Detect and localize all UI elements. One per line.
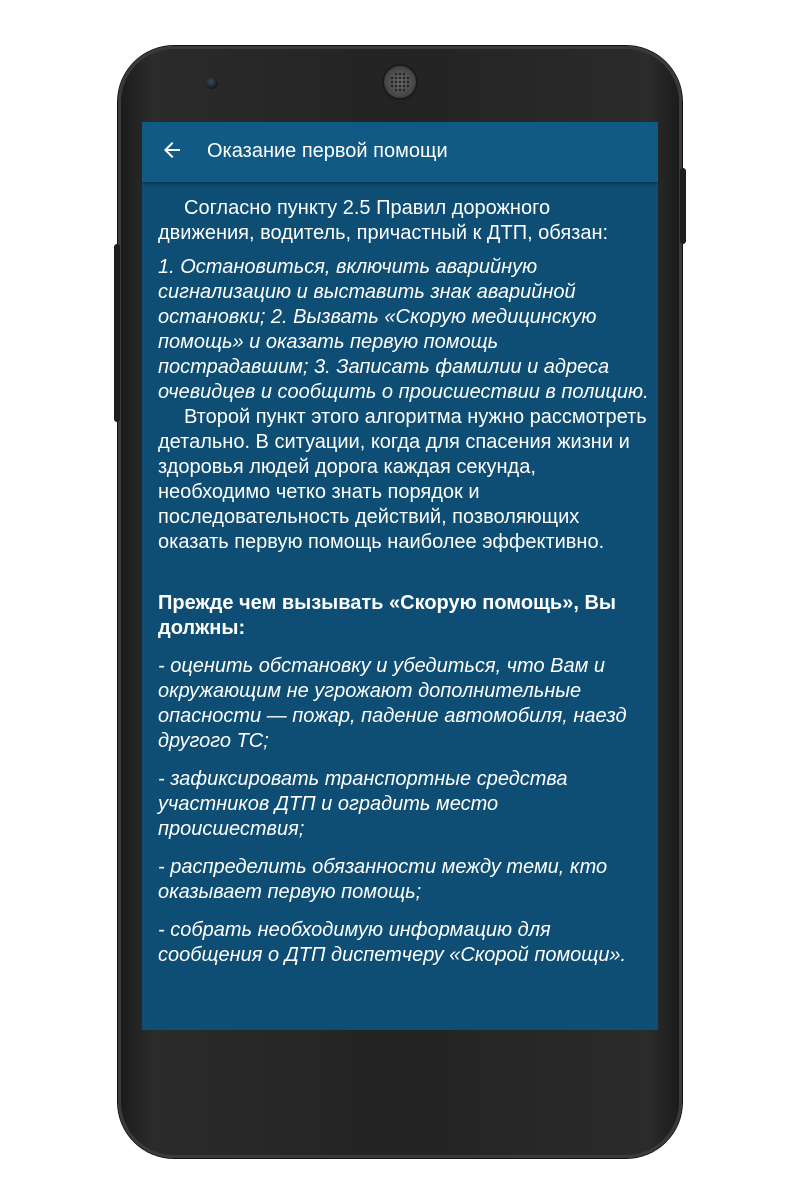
list-item: - оценить обстановку и убедиться, что Вам и окружающим не угрожают дополнительные опасности — пожар, падение автомобиля, наезд другого ТС;: [158, 655, 627, 752]
article-content: [158, 196, 650, 968]
screen: [142, 122, 658, 1030]
volume-button: [114, 244, 120, 422]
earpiece-speaker: [384, 66, 416, 98]
list-item: - собрать необходимую информацию для сообщения о ДТП диспетчеру «Скорой помощи».: [158, 919, 627, 966]
power-button: [680, 168, 686, 244]
app-bar: [142, 122, 658, 182]
arrow-left-icon[interactable]: [160, 138, 184, 162]
front-camera: [206, 77, 218, 89]
intro-paragraph: Согласно пункту 2.5 Правил дорожного движения, водитель, причастный к ДТП, обязан:: [158, 197, 609, 244]
list-item: - распределить обязанности между теми, кто оказывает первую помощь;: [158, 856, 608, 903]
list-item: - зафиксировать транспортные средства участников ДТП и оградить место происшествия;: [158, 768, 568, 840]
duties-paragraph: 1. Остановиться, включить аварийную сигнализацию и выставить знак аварийной остановки; 2. Вызвать «Скорую медицинскую помощь» и оказать первую помощь пострадавшим; 3. Записать фамилии и адреса очевидцев и сообщить о происшествии в полицию.: [158, 256, 649, 403]
page-title: Оказание первой помощи: [207, 140, 448, 162]
section-heading: Прежде чем вызывать «Скорую помощь», Вы должны:: [158, 592, 616, 639]
second-point-paragraph: Второй пункт этого алгоритма нужно рассмотреть детально. В ситуации, когда для спасения жизни и здоровья людей дорога каждая секунда, необходимо четко знать порядок и последовательность действий, позволяющих оказать первую помощь наиболее эффективно.: [158, 406, 647, 553]
